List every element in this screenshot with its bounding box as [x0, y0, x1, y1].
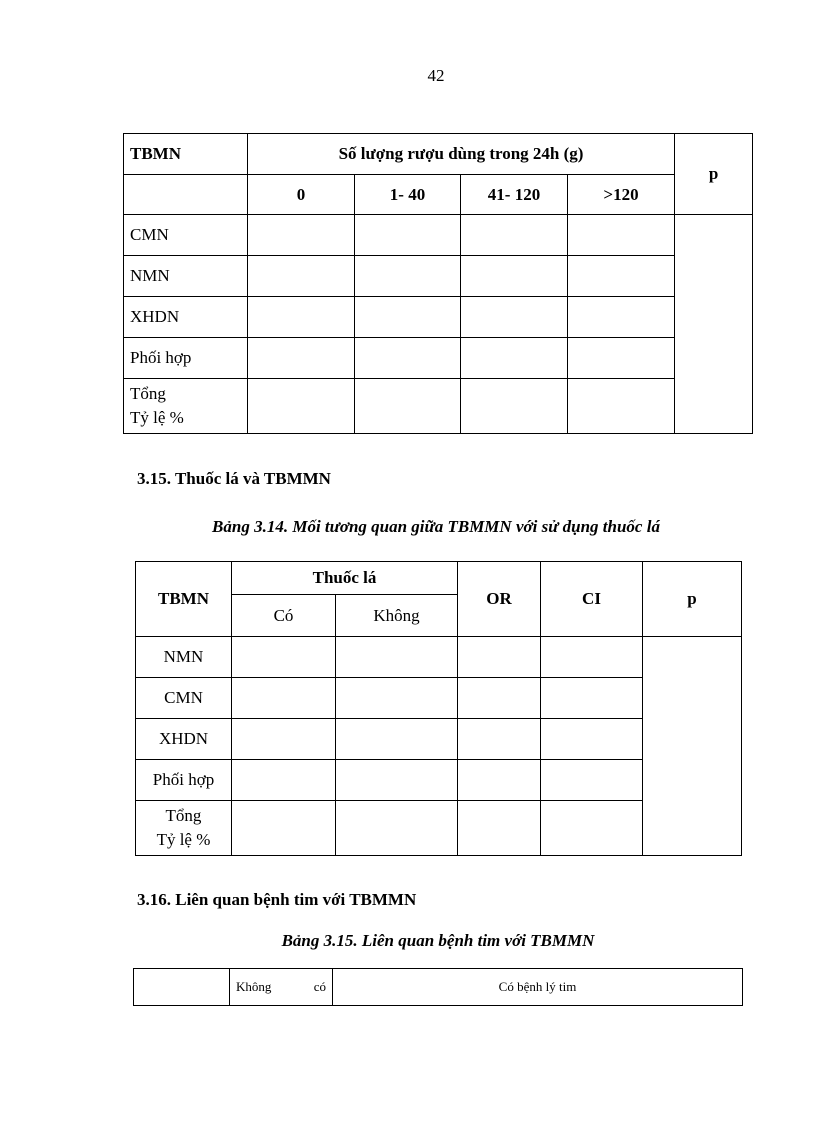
table-subheader: 1- 40 [355, 175, 461, 215]
row-label: NMN [124, 256, 248, 297]
table-caption: Bảng 3.15. Liên quan bệnh tim với TBMMN [281, 931, 595, 950]
ratio-label: Tỷ lệ % [156, 830, 211, 849]
table-row [124, 297, 753, 338]
alcohol-table [123, 133, 753, 434]
p-cell [675, 215, 753, 434]
table-header-group: Thuốc lá [232, 562, 458, 595]
table-header-cell [230, 969, 333, 1006]
row-label: Phối hợp [124, 338, 248, 379]
page-number: 42 [427, 66, 445, 85]
table-header-cell: TBMN [136, 562, 232, 637]
table-row [124, 256, 753, 297]
p-cell [643, 637, 742, 856]
table-row [124, 379, 753, 434]
ratio-label: Tỷ lệ % [130, 408, 184, 427]
table-header-ci: CI [541, 562, 643, 637]
table-row [136, 637, 742, 678]
table-subheader: >120 [568, 175, 675, 215]
section-heading: 3.16. Liên quan bệnh tim với TBMMN [137, 890, 417, 909]
table-header-cell: Có bệnh lý tim [333, 969, 743, 1006]
table-header-cell: TBMN [124, 134, 248, 175]
table-subheader: 0 [248, 175, 355, 215]
row-label: XHDN [124, 297, 248, 338]
table-row [124, 215, 753, 256]
table-caption: Bảng 3.14. Mối tương quan giữa TBMMN với sử dụng thuốc lá [212, 517, 660, 536]
table-header-group: Số lượng rượu dùng trong 24h (g) [248, 134, 675, 175]
row-label: CMN [124, 215, 248, 256]
table-header-or: OR [458, 562, 541, 637]
table-header-p: p [675, 134, 753, 215]
total-label: Tổng [130, 384, 166, 403]
header-word: có [313, 979, 326, 994]
total-label: Tổng [165, 806, 202, 825]
row-label: XHDN [136, 719, 232, 760]
section-heading: 3.15. Thuốc lá và TBMMN [137, 469, 331, 488]
table-subheader: Có [232, 595, 336, 637]
table-header-p: p [643, 562, 742, 637]
tobacco-table [135, 561, 742, 856]
heart-disease-table [133, 968, 743, 1006]
row-label: NMN [136, 637, 232, 678]
row-label-total [124, 379, 248, 434]
table-subheader: 41- 120 [461, 175, 568, 215]
row-label-total [136, 801, 232, 856]
row-label: Phối hợp [136, 760, 232, 801]
header-word: Không [236, 979, 272, 994]
table-subheader: Không [336, 595, 458, 637]
row-label: CMN [136, 678, 232, 719]
table-cell [134, 969, 230, 1006]
table-row [124, 338, 753, 379]
table-cell [124, 175, 248, 215]
